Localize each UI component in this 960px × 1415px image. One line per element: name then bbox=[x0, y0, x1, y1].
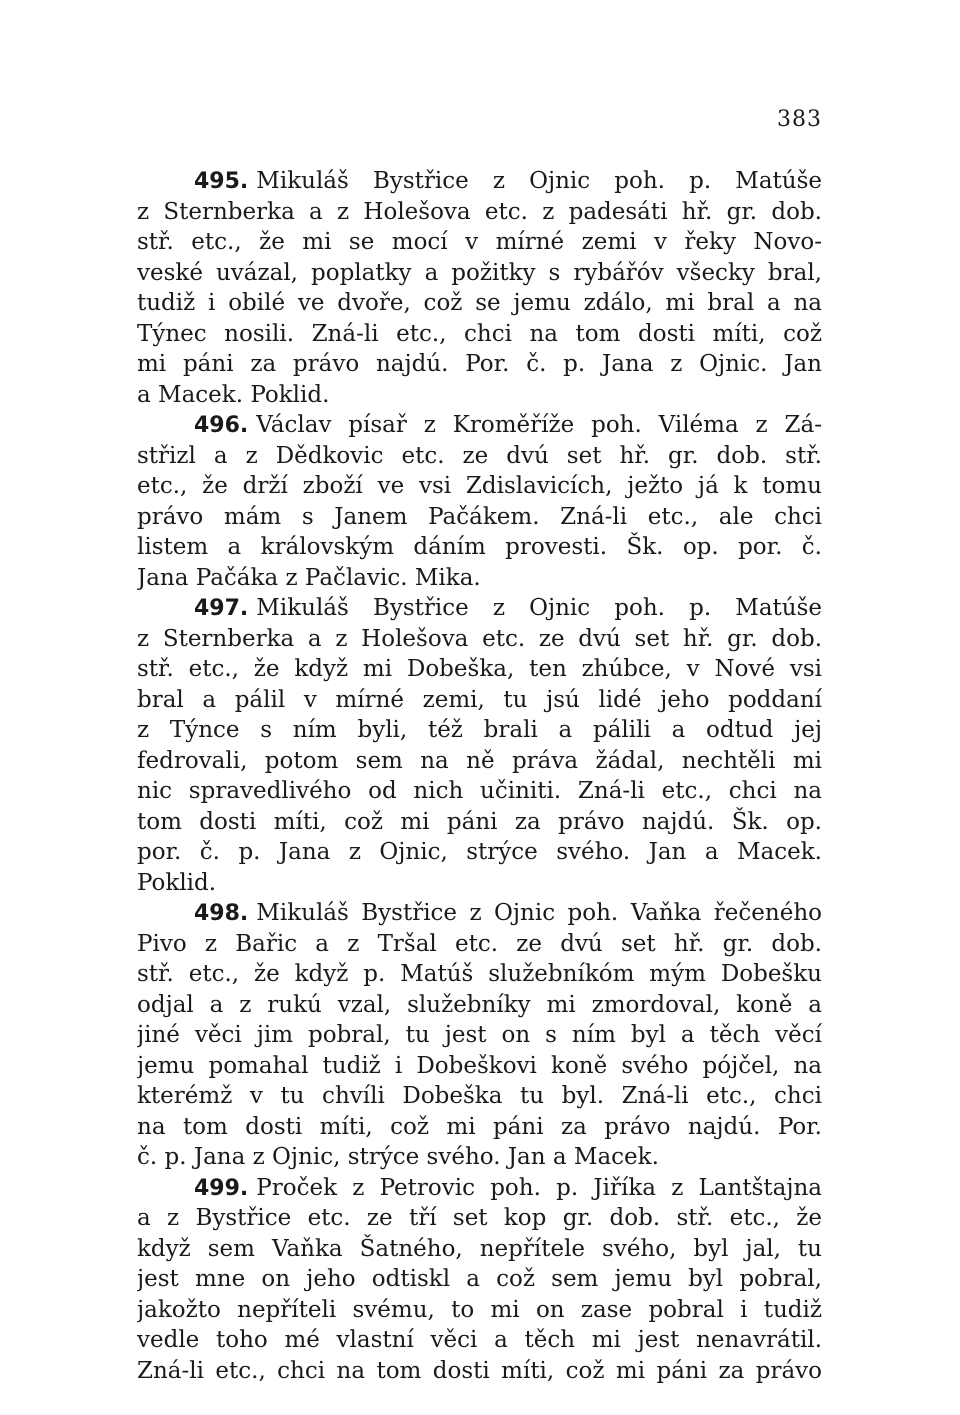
entry-first-line bbox=[137, 1173, 822, 1204]
entry-text-line: z Sternberka a z Holešova etc. ze dvú set hř. gr. dob. bbox=[137, 625, 822, 652]
entry-text-line: Týnec nosili. Zná-li etc., chci na tom dosti míti, což bbox=[137, 320, 822, 347]
entry-text-line: Jana Pačáka z Pačlavic. Mika. bbox=[137, 564, 481, 591]
entry-text-line: z Týnce s ním byli, též brali a pálili a odtud jej bbox=[137, 717, 822, 743]
entry-text-line: stř. etc., že mi se mocí v mírné zemi v řeky Novo- bbox=[137, 229, 822, 255]
entry-text-line: veské uvázal, poplatky a požitky s rybářóv všecky bral, bbox=[137, 259, 822, 286]
entry-text-line: Poklid. bbox=[137, 869, 217, 896]
entry-text-line: na tom dosti míti, což mi páni za právo najdú. Por. bbox=[137, 1113, 822, 1140]
entry-text-line: jemu pomahal tudiž i Dobeškovi koně svého pójčel, na bbox=[137, 1052, 822, 1079]
entry-text: Mikuláš Bystřice z Ojnic poh. p. Matúše bbox=[256, 168, 822, 194]
entry-number: 497. bbox=[194, 596, 249, 621]
entry-text-line: z Sternberka a z Holešova etc. z padesáti hř. gr. dob. bbox=[137, 198, 822, 225]
entry-first-line bbox=[137, 898, 822, 929]
entry-text-line: právo mám s Janem Pačákem. Zná-li etc., ale chci bbox=[137, 503, 822, 530]
entry-text-line: stř. etc., že když mi Dobeška, ten zhúbce, v Nové vsi bbox=[137, 656, 822, 682]
entry-text-line: fedrovali, potom sem na ně práva žádal, nechtěli mi bbox=[137, 747, 822, 774]
entry-text-line: jest mne on jeho odtiskl a což sem jemu byl pobral, bbox=[137, 1266, 822, 1292]
page-number: 383 bbox=[777, 107, 822, 132]
entry-number: 498. bbox=[194, 901, 249, 926]
entry-text-line: tudiž i obilé ve dvoře, což se jemu zdálo, mi bral a na bbox=[137, 290, 822, 316]
entry-text-line: odjal a z rukú vzal, služebníky mi zmordoval, koně a bbox=[137, 991, 822, 1018]
entry-text: Mikuláš Bystřice z Ojnic poh. p. Matúše bbox=[256, 595, 822, 621]
entry-first-line bbox=[137, 410, 822, 441]
entry-text-line: listem a královským dáním provesti. Šk. op. por. č. bbox=[137, 534, 822, 560]
entry-text-line: jakožto nepříteli svému, to mi on zase pobral i tudiž bbox=[137, 1296, 822, 1323]
entry-text: Václav písař z Kroměříže poh. Viléma z Zá- bbox=[256, 412, 822, 438]
entry-text-line: kterémž v tu chvíli Dobeška tu byl. Zná-li etc., chci bbox=[137, 1083, 822, 1109]
entry-text-line: bral a pálil v mírné zemi, tu jsú lidé jeho poddaní bbox=[137, 686, 822, 713]
text-block bbox=[137, 166, 822, 1386]
entry-number: 495. bbox=[194, 169, 249, 194]
entry-text: Mikuláš Bystřice z Ojnic poh. Vaňka řečeného bbox=[256, 900, 822, 926]
entry-text-line: vedle toho mé vlastní věci a těch mi jest nenavrátil. bbox=[137, 1327, 822, 1353]
entry-text-line: jiné věci jim pobral, tu jest on s ním byl a těch věcí bbox=[137, 1022, 822, 1048]
entry-first-line bbox=[137, 593, 822, 624]
entry-text-line: por. č. p. Jana z Ojnic, strýce svého. Jan a Macek. bbox=[137, 839, 822, 865]
entry-text-line: tom dosti míti, což mi páni za právo najdú. Šk. op. bbox=[137, 808, 822, 835]
entry-text-line: Pivo z Bařic a z Tršal etc. ze dvú set hř. gr. dob. bbox=[137, 930, 822, 957]
entry-text: Proček z Petrovic poh. p. Jiříka z Lantštajna bbox=[256, 1174, 822, 1201]
entry-text-line: střizl a z Dědkovic etc. ze dvú set hř. gr. dob. stř. bbox=[137, 442, 822, 469]
entry-number: 499. bbox=[194, 1175, 249, 1201]
entry-text-line: Zná-li etc., chci na tom dosti míti, což mi páni za právo bbox=[137, 1357, 822, 1384]
entry-text-line: když sem Vaňka Šatného, nepřítele svého, byl jal, tu bbox=[137, 1235, 822, 1262]
entry-text-line: mi páni za právo najdú. Por. č. p. Jana z Ojnic. Jan bbox=[137, 351, 822, 377]
entry-text-line: stř. etc., že když p. Matúš služebníkóm mým Dobešku bbox=[137, 961, 822, 987]
entry-text-line: nic spravedlivého od nich učiniti. Zná-li etc., chci na bbox=[137, 778, 822, 804]
entry-number: 496. bbox=[194, 413, 249, 438]
entry-first-line bbox=[137, 166, 822, 197]
entry-text-line: č. p. Jana z Ojnic, strýce svého. Jan a Macek. bbox=[137, 1144, 659, 1170]
entry-text-line: etc., že drží zboží ve vsi Zdislavicích, ježto já k tomu bbox=[137, 473, 822, 499]
entry-text-line: a z Bystřice etc. ze tří set kop gr. dob. stř. etc., že bbox=[137, 1205, 822, 1231]
entry-text-line: a Macek. Poklid. bbox=[137, 381, 330, 408]
